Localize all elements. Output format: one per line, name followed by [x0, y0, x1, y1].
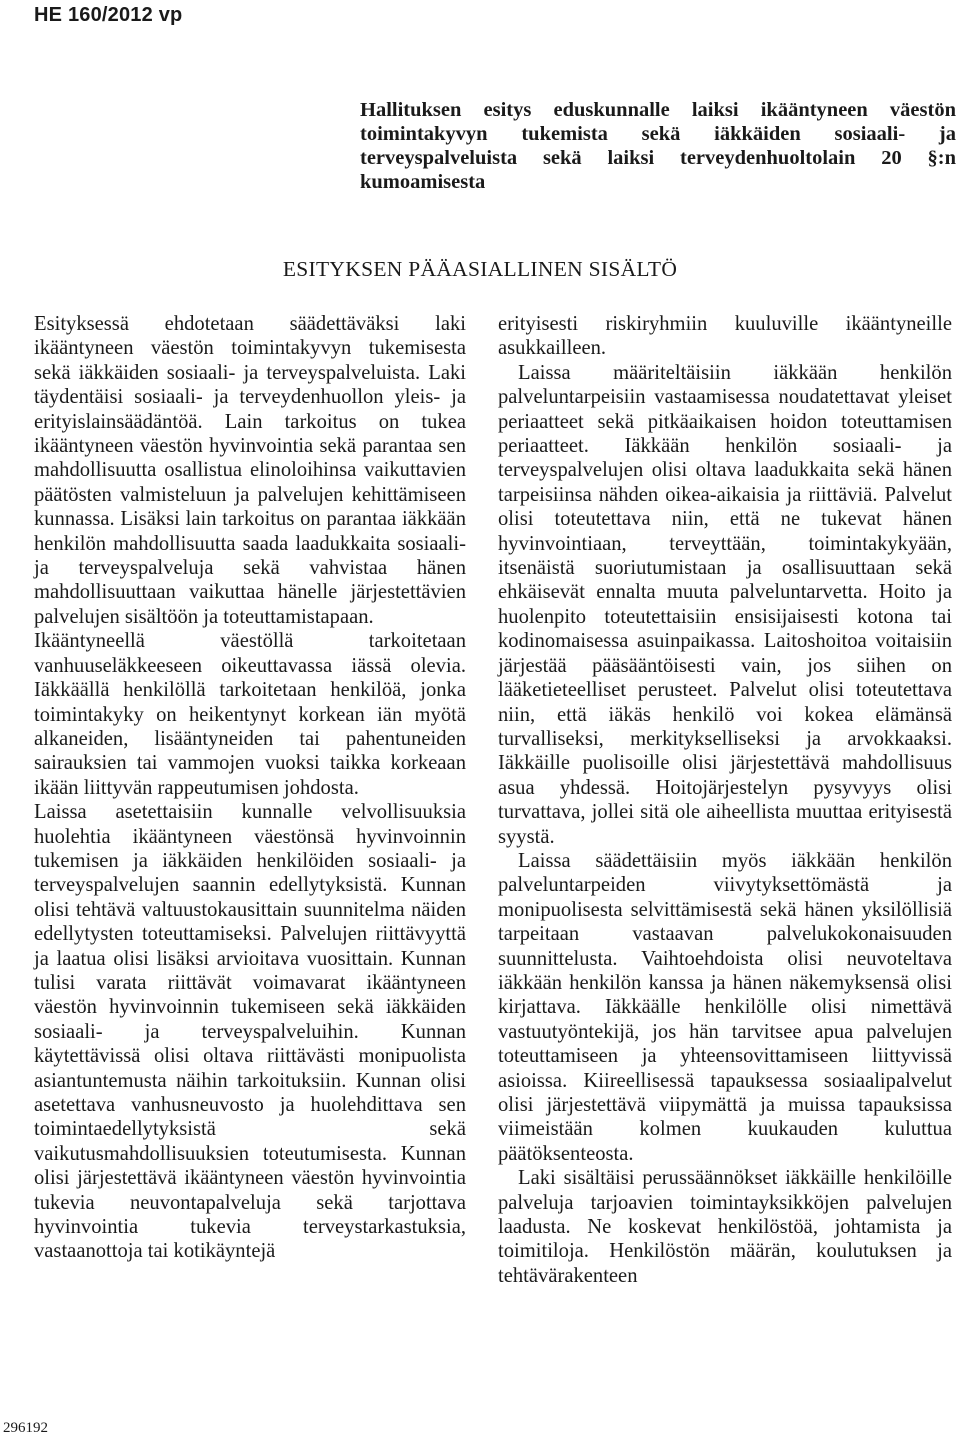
right-paragraph-3: Laissa säädettäisiin myös iäkkään henkilön palveluntarpeiden viivytyksettömästä ja monipuolisesta selvittämisestä sekä hänen yksilöllisiä tarpeitaan vastaavan palvelukokonaisuuden suunnittelusta. Vaihtoehdoista olisi neuvoteltava iäkkään henkilön kanssa ja hänen näkemyksensä olisi kirjattava. Iäkkäälle henkilölle olisi nimettävä vastuutyöntekijä, jos hän tarvitsee apua palvelujen toteuttamiseen ja yhteensovittamiseen liittyvissä asioissa. Kiireellisessä tapauksessa sosiaalipalvelut olisi järjestettävä viipymättä ja muissa tapauksissa viimeistään kolmen kuukauden kuluttua päätöksenteosta.: [498, 849, 952, 1165]
left-paragraph-1: Esityksessä ehdotetaan säädettäväksi laki ikääntyneen väestön toimintakyvyn tukemisesta sekä iäkkäiden sosiaali- ja terveyspalveluista. Laki täydentäisi sosiaali- ja terveydenhuollon yleis- ja erityislainsäädäntöä. Lain tarkoitus on tukea ikääntyneen väestön hyvinvointia sekä parantaa sen mahdollisuutta osallistua elinoloihinsa vaikuttavien päätösten valmisteluun ja palvelujen kehittämiseen kunnassa. Lisäksi lain tarkoitus on parantaa iäkkään henkilön mahdollisuutta saada laadukkaita sosiaali- ja terveyspalveluja sekä vahvistaa hänen mahdollisuuttaan vaikuttaa hänelle järjestettävien palvelujen sisältöön ja toteuttamistapaan.: [34, 313, 466, 628]
section-heading: ESITYKSEN PÄÄASIALLINEN SISÄLTÖ: [282, 257, 678, 281]
right-paragraph-4: Laki sisältäisi perussäännökset iäkkäille henkilöille palveluja tarjoavien toimintayksikköjen palvelujen laadusta. Ne koskevat henkilöstöä, johtamista ja toimitiloja. Henkilöstön määrän, koulutuksen ja tehtävärakenteen: [498, 1167, 952, 1287]
page-number: 296192: [3, 1420, 48, 1436]
right-paragraph-2: Laissa määriteltäisiin iäkkään henkilön palveluntarpeisiin vastaamisessa noudatettavat yleiset periaatteet sekä pitkäaikaisen hoidon toteuttamisen periaatteet. Iäkkään henkilön sosiaali- ja terveyspalvelujen olisi oltava laadukkaita sekä hänen tarpeisiinsa nähden oikea-aikaisia ja riittäviä. Palvelut olisi toteutettava niin, että ne tukevat hänen hyvinvointiaan, terveyttään, toimintakykyään, itsenäistä suoriutumistaan ja osallisuuttaan sekä ehkäisevät ennalta muuta palveluntarvetta. Hoito ja huolenpito toteutettaisiin ensisijaisesti kotona tai kodinomaisessa asuinpaikassa. Laitoshoitoa voitaisiin järjestää pääsääntöisesti vain, jos siihen on lääketieteelliset perusteet. Palvelut olisi toteutettava niin, että iäkäs henkilö voi kokea elämänsä turvalliseksi, merkitykselliseksi ja arvokkaaksi. Iäkkäille puolisoille olisi järjestettävä mahdollisuus asua yhdessä. Hoitojärjestelyn pysyvyys olisi turvattava, jollei sitä ole aiheellista muuttaa erityisestä syystä.: [498, 361, 952, 848]
left-column: [34, 312, 466, 1264]
right-column: [498, 312, 952, 1288]
left-paragraph-2: Ikääntyneellä väestöllä tarkoitetaan vanhuuseläkkeeseen oikeuttavassa iässä olevia. Iäkkäällä henkilöllä tarkoitetaan henkilöä, jonka toimintakyky on heikentynyt korkean iän myötä alkaneiden, lisääntyneiden tai pahentuneiden sairauksien tai vammojen vuoksi taikka korkeaan ikään liittyvän rappeutumisen johdosta.: [34, 630, 466, 799]
bill-title: Hallituksen esitys eduskunnalle laiksi ikääntyneen väestön toimintakyvyn tukemista sekä iäkkäiden sosiaali- ja terveyspalveluista sekä laiksi terveydenhuoltolain 20 §:n kumoamisesta: [360, 99, 956, 193]
left-paragraph-3: Laissa asetettaisiin kunnalle velvollisuuksia huolehtia ikääntyneen väestönsä hyvinvoinnin tukemisen ja iäkkäiden henkilöiden sosiaali- ja terveyspalvelujen saannin edellytyksistä. Kunnan olisi tehtävä valtuustokausittain suunnitelma näiden edellytysten toteuttamiseksi. Palvelujen riittävyyttä ja laatua olisi lisäksi arvioitava vuosittain. Kunnan tulisi varata riittävät voimavarat ikääntyneen väestön hyvinvoinnin tukemiseen sekä iäkkäiden sosiaali- ja terveyspalveluihin. Kunnan käytettävissä olisi oltava riittävästi monipuolista asiantuntemusta näihin tarkoituksiin. Kunnan olisi asetettava vanhusneuvosto ja huolehdittava sen toimintaedellytyksistä sekä vaikutusmahdollisuuksien toteutumisesta. Kunnan olisi järjestettävä ikääntyneen väestön hyvinvointia tukevia neuvontapalveluja sekä tarjottava hyvinvointia tukevia terveystarkastuksia, vastaanottoja tai kotikäyntejä: [34, 801, 466, 1263]
document-id: HE 160/2012 vp: [34, 4, 183, 26]
right-paragraph-1: erityisesti riskiryhmiin kuuluville ikääntyneille asukkailleen.: [498, 313, 952, 360]
